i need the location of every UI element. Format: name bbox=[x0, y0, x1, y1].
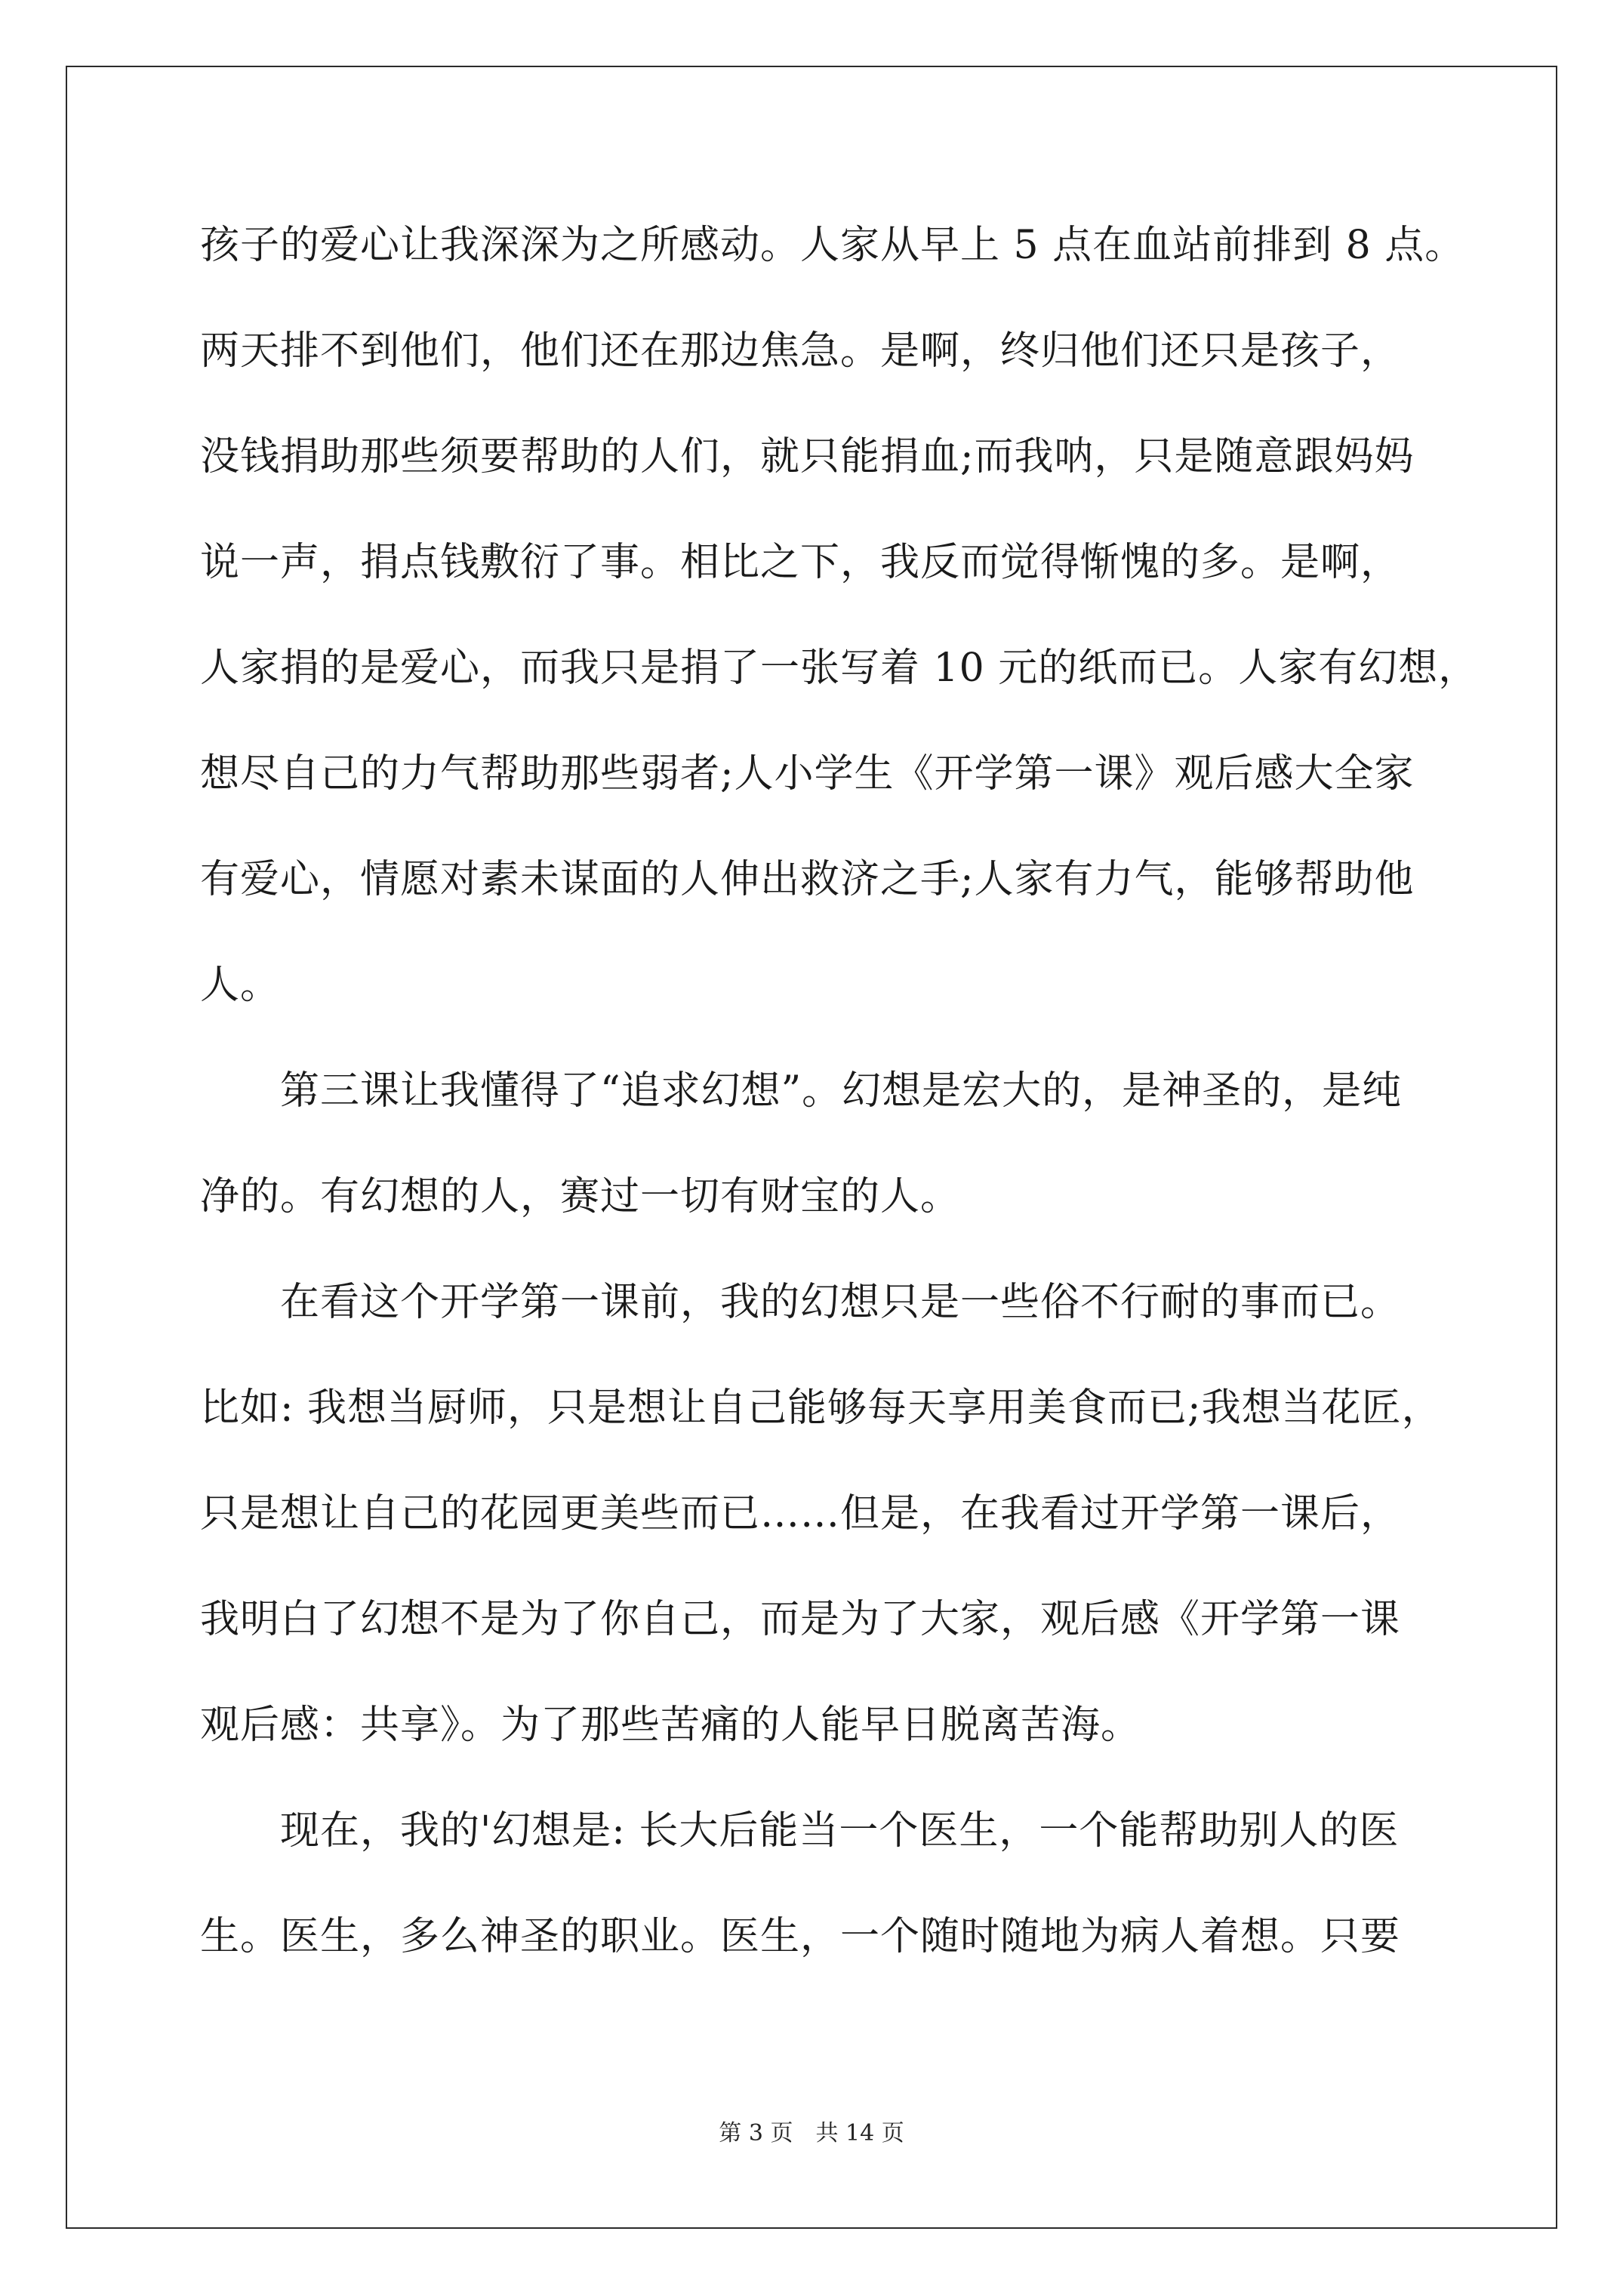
text-line: 孩子的爱心让我深深为之所感动。人家从早上 5 点在血站前排到 8 点。 bbox=[200, 223, 1465, 268]
paragraph-start-line: 在看这个开学第一课前，我的幻想只是一些俗不行耐的事而已。 bbox=[280, 1280, 1401, 1325]
text-line: 我明白了幻想不是为了你自己，而是为了大家，观后感《开学第一课 bbox=[200, 1597, 1401, 1642]
text-line: 生。医生，多么神圣的职业。医生，一个随时随地为病人着想。只要 bbox=[200, 1914, 1401, 1959]
text-line: 想尽自己的力气帮助那些弱者;人小学生《开学第一课》观后感大全家 bbox=[200, 751, 1415, 797]
text-line: 只是想让自己的花园更美些而已……但是，在我看过开学第一课后， bbox=[200, 1491, 1401, 1536]
paragraph-start-line: 现在，我的'幻想是: 长大后能当一个医生，一个能帮助别人的医 bbox=[280, 1808, 1400, 1854]
paragraph-start-line: 第三课让我懂得了“追求幻想”。幻想是宏大的，是神圣的，是纯 bbox=[280, 1068, 1403, 1114]
text-line: 两天排不到他们，他们还在那边焦急。是啊，终归他们还只是孩子， bbox=[200, 328, 1401, 374]
page-number-footer: 第 3 页 共 14 页 bbox=[719, 2120, 904, 2147]
text-line: 有爱心，情愿对素未谋面的人伸出救济之手;人家有力气，能够帮助他 bbox=[200, 857, 1415, 902]
text-line: 人。 bbox=[200, 963, 281, 1008]
document-body bbox=[200, 193, 1479, 1989]
text-line: 人家捐的是爱心，而我只是捐了一张写着 10 元的纸而已。人家有幻想， bbox=[200, 646, 1479, 691]
text-line: 没钱捐助那些须要帮助的人们，就只能捐血;而我呐，只是随意跟妈妈 bbox=[200, 434, 1415, 479]
text-line: 比如: 我想当厨师，只是想让自己能够每天享用美食而已;我想当花匠， bbox=[200, 1385, 1442, 1431]
text-line: 净的。有幻想的人，赛过一切有财宝的人。 bbox=[200, 1174, 961, 1219]
text-line: 观后感：共享》。为了那些苦痛的人能早日脱离苦海。 bbox=[200, 1703, 1141, 1748]
text-line: 说一声，捐点钱敷衍了事。相比之下，我反而觉得惭愧的多。是啊， bbox=[200, 540, 1401, 585]
